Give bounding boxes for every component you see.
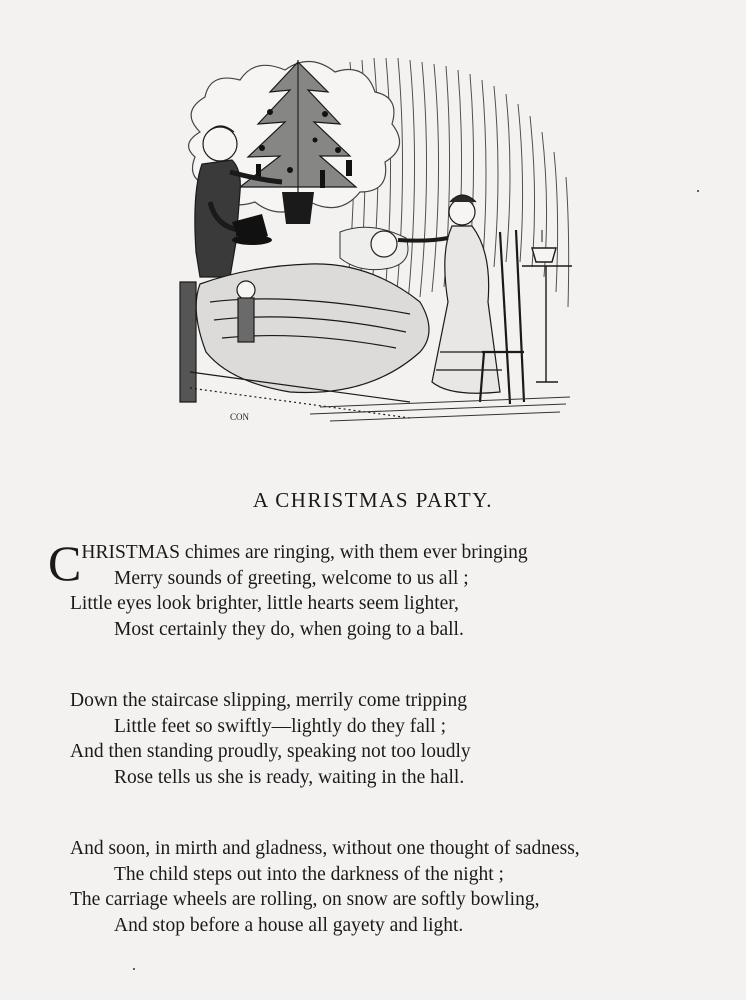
- poem-line: And soon, in mirth and gladness, without one thought of sadness,: [70, 838, 580, 859]
- stanza-1: [48, 535, 730, 642]
- poem-body: [48, 535, 730, 984]
- print-speck: [133, 968, 135, 970]
- poem-line: The carriage wheels are rolling, on snow are softly bowling,: [70, 889, 540, 910]
- poem-line: Most certainly they do, when going to a ball.: [114, 618, 464, 640]
- poem-line: Little eyes look brighter, little hearts seem lighter,: [70, 593, 459, 614]
- poem-line: And then standing proudly, speaking not too loudly: [70, 741, 471, 762]
- poem-line: And stop before a house all gayety and light.: [114, 914, 464, 936]
- poem-line: Merry sounds of greeting, welcome to us all ;: [114, 567, 469, 589]
- poem-line: Little feet so swiftly—lightly do they fall ;: [114, 715, 446, 737]
- poem-line: Rose tells us she is ready, waiting in the hall.: [114, 766, 465, 788]
- poem-title: A CHRISTMAS PARTY.: [253, 488, 493, 512]
- poem-line: The child steps out into the darkness of the night ;: [114, 863, 504, 885]
- print-speck: [697, 190, 699, 192]
- drop-cap: C: [48, 535, 82, 591]
- bedside-scene-engraving: [170, 52, 580, 432]
- stanza-2: [70, 688, 730, 790]
- poem-line: Down the staircase slipping, merrily come tripping: [70, 690, 467, 711]
- stanza-3: [70, 836, 730, 938]
- svg-text:CON: CON: [230, 412, 250, 422]
- christmas-illustration: [170, 52, 580, 432]
- poem-line: CHRISTMAS chimes are ringing, with them ever bringing: [48, 535, 528, 591]
